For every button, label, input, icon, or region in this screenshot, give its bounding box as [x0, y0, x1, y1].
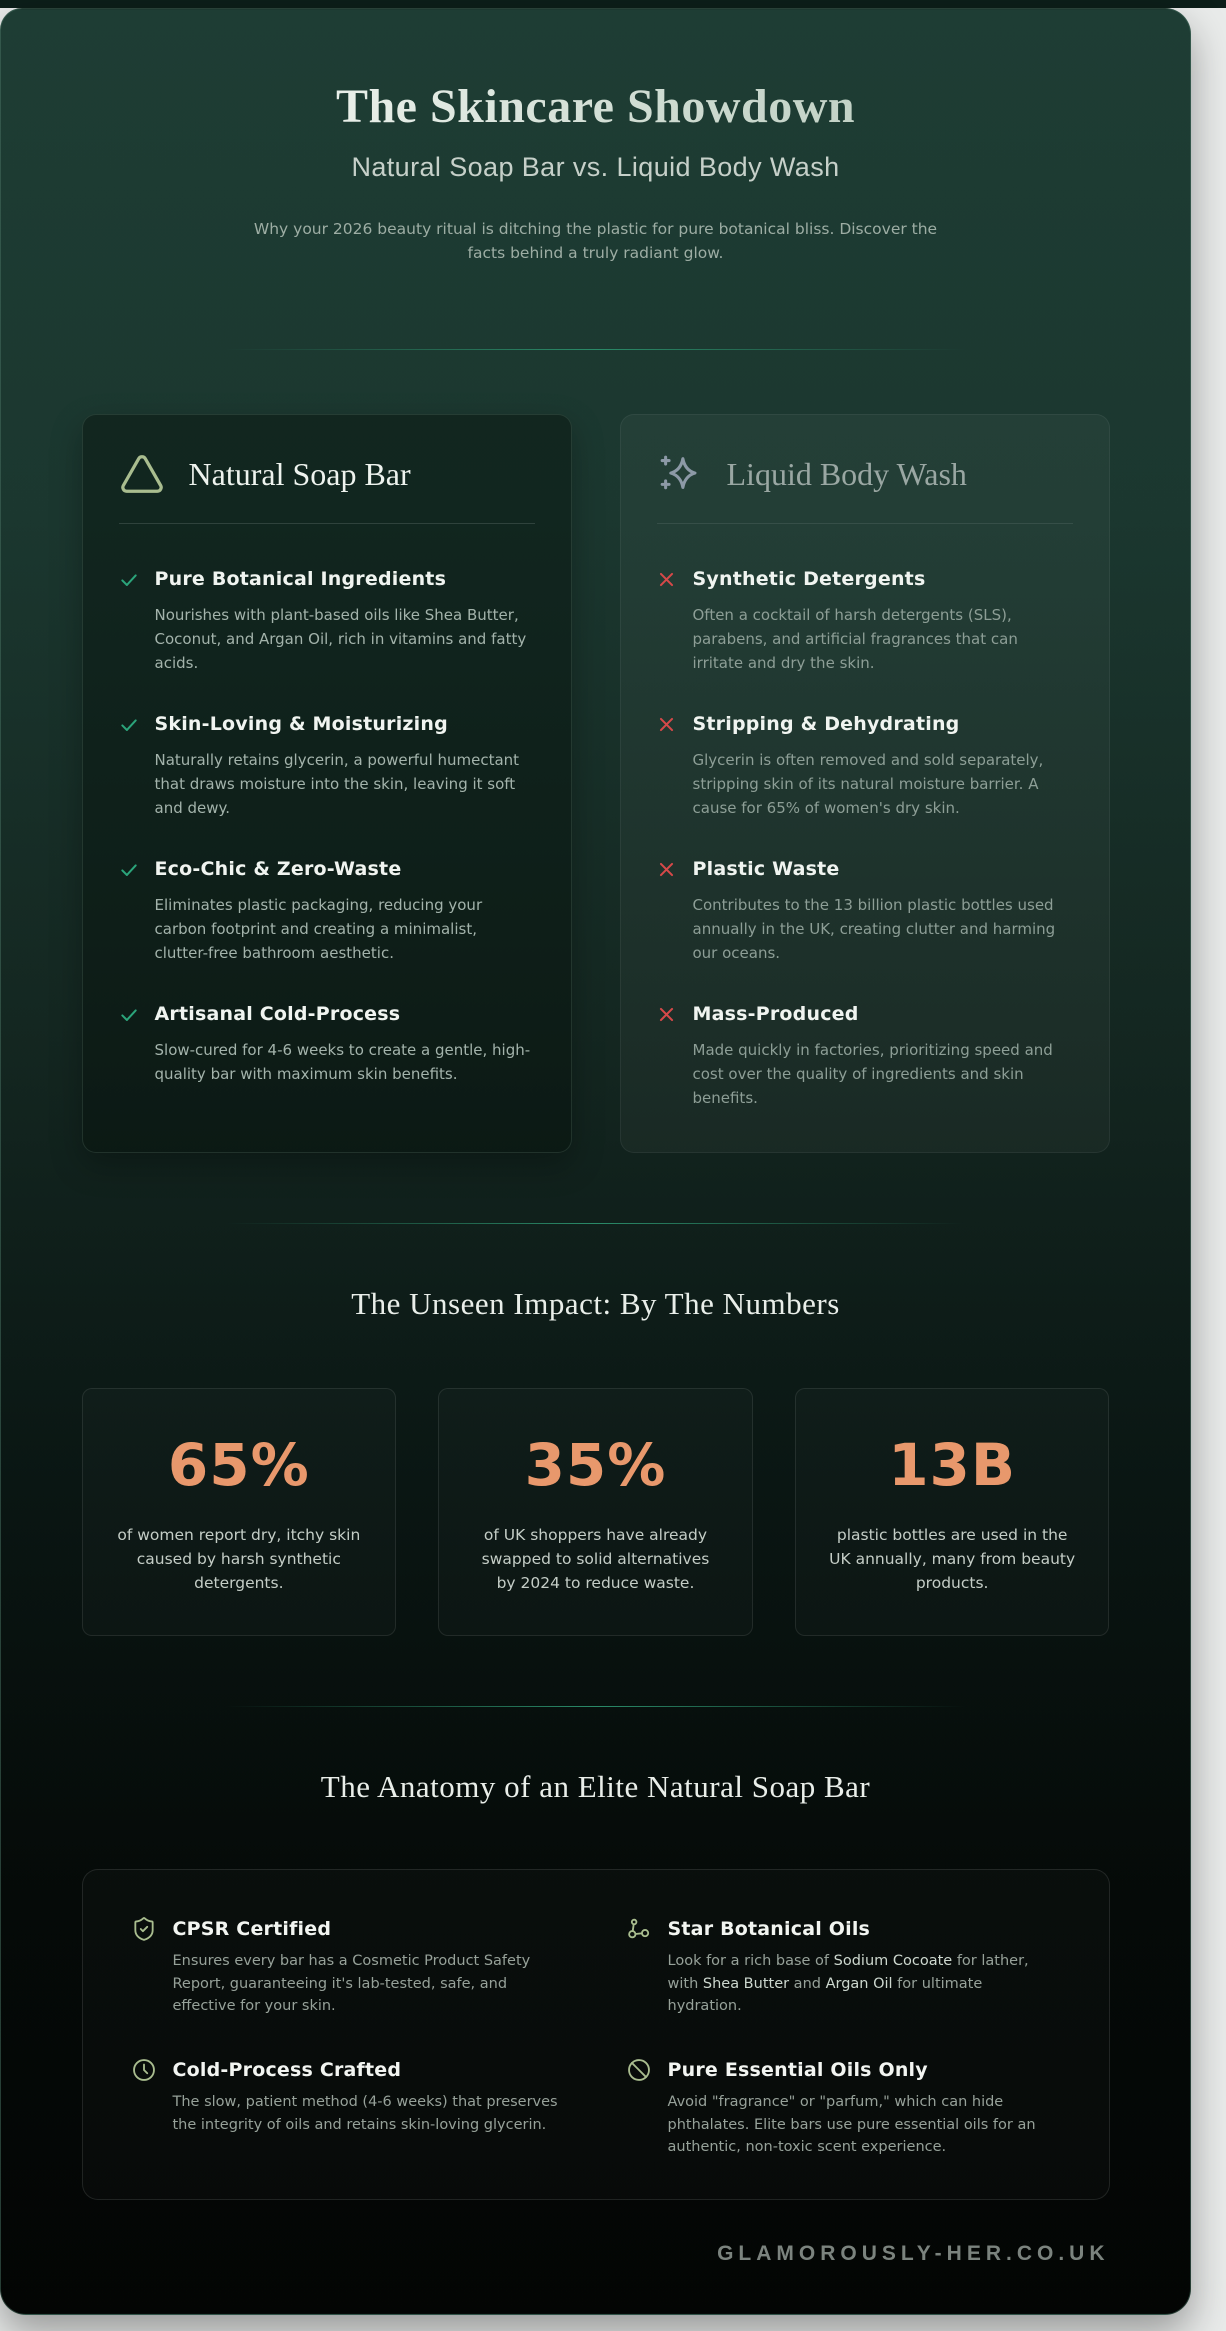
check-icon — [119, 568, 139, 675]
liquid-item — [657, 568, 1073, 675]
soap-bar-triangle-icon — [119, 451, 165, 497]
feature-description: Look for a rich base of Sodium Cocoate for lather, with Shea Butter and Argan Oil for ultimate hydration. — [667, 1953, 1029, 2015]
stat-label: of women report dry, itchy skin caused by harsh synthetic detergents. — [117, 1526, 361, 1593]
natural-item — [119, 568, 535, 675]
stat-label: of UK shoppers have already swapped to solid alternatives by 2024 to reduce waste. — [481, 1526, 710, 1593]
x-icon — [657, 568, 677, 675]
natural-item — [119, 1003, 535, 1086]
x-icon — [657, 1003, 677, 1110]
item-title: Pure Botanical Ingredients — [154, 568, 447, 591]
check-icon — [119, 858, 139, 965]
stat-card — [82, 1388, 397, 1636]
anatomy-feature — [131, 2057, 566, 2158]
feature-description: Avoid "fragrance" or "parfum," which can hide phthalates. Elite bars use pure essential oils for an authentic, non-toxic scent experience. — [667, 2094, 1036, 2156]
natural-card-title: Natural Soap Bar — [188, 455, 411, 492]
item-description: Naturally retains glycerin, a powerful humectant that draws moisture into the skin, leaving it soft and dewy. — [154, 751, 520, 818]
item-title: Mass-Produced — [692, 1003, 859, 1026]
item-title: Artisanal Cold-Process — [154, 1003, 401, 1026]
check-icon — [119, 713, 139, 820]
item-description: Glycerin is often removed and sold separately, stripping skin of its natural moisture barrier. A cause for 65% of women's dry skin. — [692, 751, 1044, 818]
ban-icon — [626, 2057, 652, 2083]
footer — [82, 2242, 1110, 2266]
natural-item — [119, 858, 535, 965]
section-divider — [225, 349, 965, 350]
card-head-divider — [119, 523, 535, 524]
feature-title: Pure Essential Oils Only — [667, 2059, 928, 2082]
x-icon — [657, 713, 677, 820]
anatomy-feature — [626, 2057, 1061, 2158]
item-description: Nourishes with plant-based oils like Shea Butter, Coconut, and Argan Oil, rich in vitamins and fatty acids. — [154, 606, 527, 673]
stat-value: 35% — [524, 1431, 667, 1500]
stat-value: 13B — [888, 1431, 1017, 1500]
section-divider — [225, 1223, 965, 1224]
header — [82, 9, 1110, 265]
page-subtitle: Natural Soap Bar vs. Liquid Body Wash — [351, 152, 840, 182]
feature-title: Star Botanical Oils — [667, 1918, 871, 1941]
stat-label: plastic bottles are used in the UK annually, many from beauty products. — [829, 1526, 1076, 1593]
stats-section — [82, 1388, 1110, 1636]
anatomy-card — [82, 1869, 1110, 2200]
item-description: Eliminates plastic packaging, reducing your carbon footprint and creating a minimalist, clutter-free bathroom aesthetic. — [154, 896, 483, 963]
sparkles-icon — [657, 451, 703, 497]
liquid-card-title: Liquid Body Wash — [726, 455, 967, 492]
liquid-item — [657, 858, 1073, 965]
item-description: Made quickly in factories, prioritizing speed and cost over the quality of ingredients and skin benefits. — [692, 1041, 1053, 1108]
item-description: Slow-cured for 4-6 weeks to create a gentle, high-quality bar with maximum skin benefits. — [154, 1041, 531, 1084]
clock-icon — [131, 2057, 157, 2083]
item-title: Skin-Loving & Moisturizing — [154, 713, 448, 736]
liquid-item — [657, 713, 1073, 820]
page-title: The Skincare Showdown — [82, 79, 1110, 134]
stats-section-title: The Unseen Impact: By The Numbers — [351, 1286, 840, 1322]
feature-description: Ensures every bar has a Cosmetic Product Safety Report, guaranteeing it's lab-tested, safe, and effective for your skin. — [172, 1953, 531, 2015]
item-title: Eco-Chic & Zero-Waste — [154, 858, 402, 881]
item-description: Contributes to the 13 billion plastic bottles used annually in the UK, creating clutter and harming our oceans. — [692, 896, 1056, 963]
card-head-divider — [657, 523, 1073, 524]
shield-check-icon — [131, 1916, 157, 1942]
feature-description: The slow, patient method (4-6 weeks) that preserves the integrity of oils and retains skin-loving glycerin. — [172, 2094, 558, 2133]
section-divider — [225, 1706, 965, 1707]
feature-title: CPSR Certified — [172, 1918, 332, 1941]
natural-soap-card — [82, 414, 572, 1153]
anatomy-feature — [131, 1916, 566, 2017]
comparison-section — [82, 414, 1110, 1153]
item-title: Synthetic Detergents — [692, 568, 926, 591]
anatomy-feature — [626, 1916, 1061, 2017]
x-icon — [657, 858, 677, 965]
page-description: Why your 2026 beauty ritual is ditching the plastic for pure botanical bliss. Discover the facts behind a truly radiant glow. — [253, 220, 938, 263]
feature-title: Cold-Process Crafted — [172, 2059, 402, 2082]
infographic-page — [0, 8, 1191, 2315]
item-description: Often a cocktail of harsh detergents (SLS), parabens, and artificial fragrances that can irritate and dry the skin. — [692, 606, 1018, 673]
anatomy-section-title: The Anatomy of an Elite Natural Soap Bar — [320, 1769, 871, 1805]
check-icon — [119, 1003, 139, 1086]
liquid-wash-card — [620, 414, 1110, 1153]
stat-value: 65% — [167, 1431, 310, 1500]
item-title: Plastic Waste — [692, 858, 840, 881]
liquid-item — [657, 1003, 1073, 1110]
stat-card — [438, 1388, 753, 1636]
stat-card — [795, 1388, 1110, 1636]
natural-item — [119, 713, 535, 820]
molecule-icon — [626, 1916, 652, 1942]
item-title: Stripping & Dehydrating — [692, 713, 960, 736]
site-url: GLAMOROUSLY-HER.CO.UK — [717, 2241, 1110, 2265]
